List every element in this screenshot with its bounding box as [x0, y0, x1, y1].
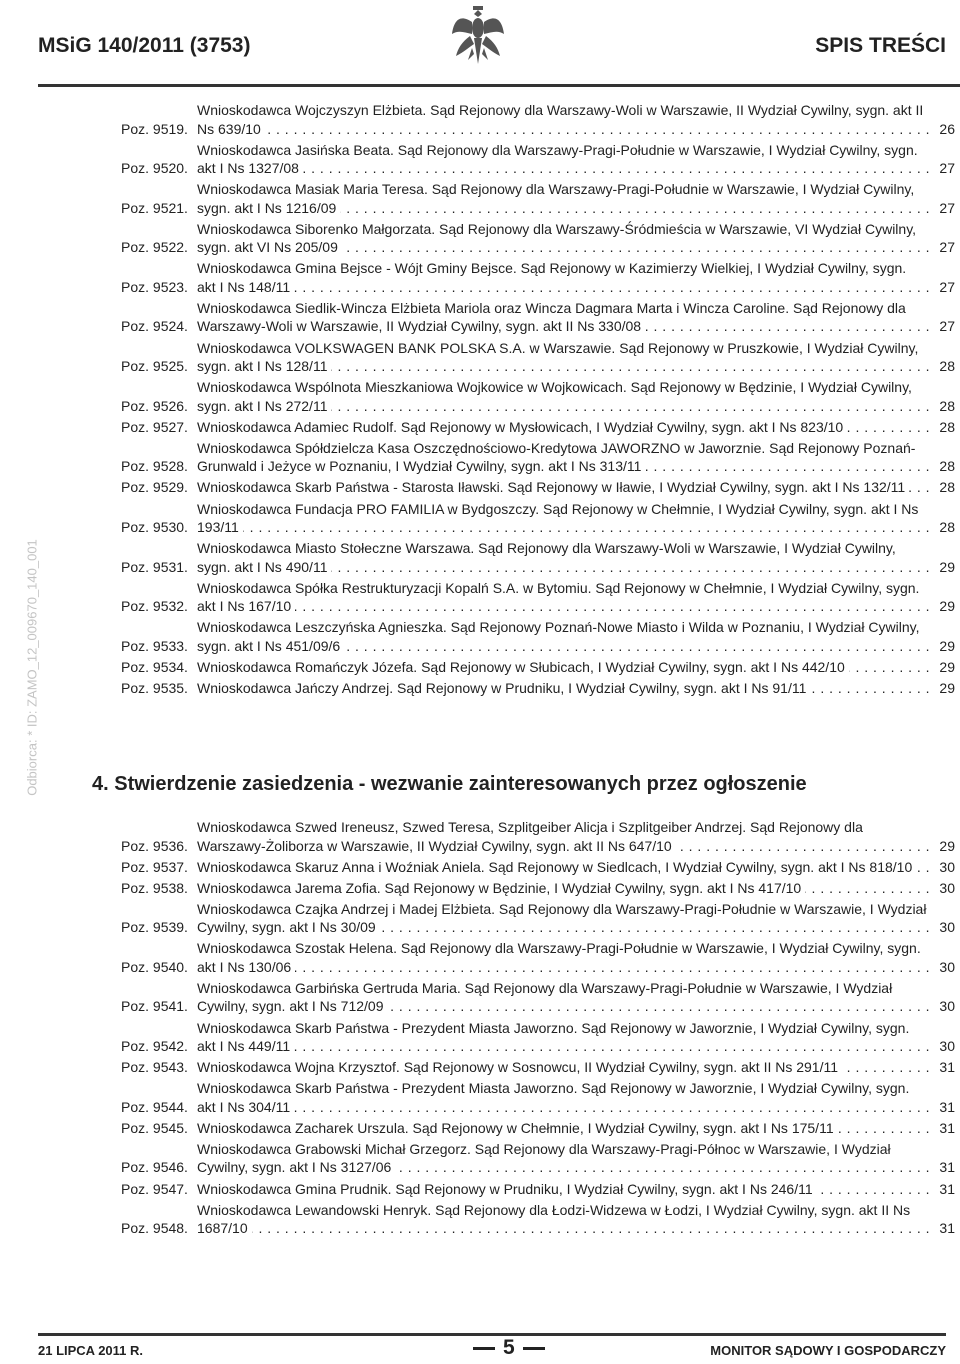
toc-entry	[121, 1140, 955, 1177]
entry-number: Poz. 9539.	[121, 919, 188, 936]
entry-text: Wnioskodawca Gmina Prudnik. Sąd Rejonowy w Prudniku, I Wydział Cywilny, sygn. akt I Ns 246/11	[197, 1181, 817, 1197]
entry-description	[197, 220, 929, 257]
entry-page: 30	[939, 998, 955, 1015]
toc-entry	[121, 220, 955, 257]
footer-date: 21 LIPCA 2011 R.	[38, 1343, 144, 1358]
entry-text: Wnioskodawca Spółdzielcza Kasa Oszczędnościowo-Kredytowa JAWORZNO w Jaworznie. Sąd Rejonowy Poznań-Grunwald i Jeżyce w Poznaniu, I Wydział Cywilny, sygn. akt I Ns 313/11	[197, 439, 916, 475]
entry-number: Poz. 9532.	[121, 598, 188, 615]
toc-entry	[121, 418, 955, 437]
entry-page: 30	[939, 879, 955, 896]
toc-list-section-3	[121, 101, 955, 700]
entry-page: 31	[939, 1059, 955, 1076]
entry-description	[197, 818, 929, 855]
toc-entry	[121, 1019, 955, 1056]
entry-text: Wnioskodawca Czajka Andrzej i Madej Elżbieta. Sąd Rejonowy dla Warszawy-Pragi-Południe w Warszawie, I Wydział Cywilny, sygn. akt I Ns 30/09	[197, 900, 927, 936]
entry-number: Poz. 9537.	[121, 858, 188, 875]
entry-description	[197, 1180, 929, 1199]
toc-entry	[121, 500, 955, 537]
entry-page: 28	[939, 418, 955, 435]
toc-entry	[121, 618, 955, 655]
entry-page: 28	[939, 519, 955, 536]
entry-text: Wnioskodawca Siedlik-Wincza Elżbieta Mariola oraz Wincza Dagmara Marta i Wincza Caroline. Sąd Rejonowy dla Warszawy-Woli w Warszawie, II Wydział Cywilny, sygn. akt II Ns 330/08	[197, 299, 906, 335]
entry-text: Wnioskodawca Zacharek Urszula. Sąd Rejonowy w Chełmnie, I Wydział Cywilny, sygn. akt I Ns 175/11	[197, 1120, 838, 1136]
toc-entry	[121, 378, 955, 415]
entry-page: 27	[939, 199, 955, 216]
entry-number: Poz. 9529.	[121, 479, 188, 496]
toc-entry	[121, 478, 955, 497]
entry-page: 29	[939, 680, 955, 696]
entry-page: 30	[939, 958, 955, 975]
page-header	[0, 0, 960, 88]
entry-description	[197, 418, 929, 437]
entry-description	[197, 500, 929, 537]
entry-text: Wnioskodawca Miasto Stołeczne Warszawa. Sąd Rejonowy dla Warszawy-Woli w Warszawie, I Wydział Cywilny, sygn. akt I Ns 490/11	[197, 540, 896, 575]
entry-description	[197, 900, 929, 937]
entry-number: Poz. 9525.	[121, 358, 188, 375]
entry-text: Wnioskodawca Lewandowski Henryk. Sąd Rejonowy dla Łodzi-Widzewa w Łodzi, I Wydział Cywilny, sygn. akt II Ns 1687/10	[197, 1201, 911, 1237]
entry-description	[197, 101, 929, 138]
toc-entry	[121, 299, 955, 336]
recipient-watermark: Odbiorca: * ID: ZAMO_12_009670_140_001	[24, 539, 40, 796]
entry-number: Poz. 9520.	[121, 160, 188, 177]
entry-text: Wnioskodawca Skarb Państwa - Starosta Iławski. Sąd Rejonowy w Iławie, I Wydział Cywilny, sygn. akt I Ns 132/11	[197, 479, 909, 495]
entry-text: Wnioskodawca Skarb Państwa - Prezydent Miasta Jaworzno. Sąd Rejonowy w Jaworznie, I Wydział Cywilny, sygn. akt I Ns 304/11	[197, 1080, 910, 1115]
entry-page: 27	[939, 160, 955, 177]
toc-entry	[121, 979, 955, 1016]
entry-page: 31	[939, 1119, 955, 1136]
entry-number: Poz. 9523.	[121, 278, 188, 295]
entry-number: Poz. 9522.	[121, 239, 188, 256]
entry-number: Poz. 9528.	[121, 458, 188, 475]
entry-page: 29	[939, 598, 955, 615]
entry-page: 26	[939, 120, 955, 137]
toc-entry	[121, 818, 955, 855]
entry-description	[197, 339, 929, 376]
entry-description	[197, 679, 929, 698]
toc-entry	[121, 679, 955, 698]
entry-number: Poz. 9543.	[121, 1059, 188, 1076]
entry-number: Poz. 9533.	[121, 637, 188, 654]
entry-number: Poz. 9548.	[121, 1220, 188, 1237]
entry-description	[197, 439, 929, 476]
toc-entry	[121, 939, 955, 976]
entry-page: 31	[939, 1159, 955, 1176]
entry-description	[197, 858, 929, 877]
entry-text: Wnioskodawca Gmina Bejsce - Wójt Gminy Bejsce. Sąd Rejonowy w Kazimierzy Wielkiej, I Wydział Cywilny, sygn. akt I Ns 148/11	[197, 260, 907, 295]
entry-text: Wnioskodawca Wojna Krzysztof. Sąd Rejonowy w Sosnowcu, II Wydział Cywilny, sygn. akt II Ns 291/11	[197, 1059, 842, 1075]
entry-description	[197, 1058, 929, 1077]
toc-entry	[121, 141, 955, 178]
entry-page: 28	[939, 358, 955, 375]
entry-text: Wnioskodawca Skaruz Anna i Woźniak Aniela. Sąd Rejonowy w Siedlcach, I Wydział Cywilny, sygn. akt I Ns 818/10	[197, 859, 916, 875]
entry-text: Wnioskodawca Fundacja PRO FAMILIA w Bydgoszczy. Sąd Rejonowy w Chełmnie, I Wydział Cywilny, sygn. akt I Ns 193/11	[197, 500, 919, 536]
entry-page: 28	[939, 458, 955, 475]
entry-number: Poz. 9524.	[121, 318, 188, 335]
entry-number: Poz. 9531.	[121, 558, 188, 575]
entry-page: 29	[939, 658, 955, 675]
entry-description	[197, 979, 929, 1016]
toc-entry	[121, 900, 955, 937]
entry-description	[197, 378, 929, 415]
entry-text: Wnioskodawca Masiak Maria Teresa. Sąd Rejonowy dla Warszawy-Pragi-Południe w Warszawie, I Wydział Cywilny, sygn. akt I Ns 1216/09	[197, 181, 915, 216]
toc-entry	[121, 101, 955, 138]
entry-description	[197, 939, 929, 976]
toc-entry	[121, 1201, 955, 1238]
entry-number: Poz. 9538.	[121, 879, 188, 896]
section-heading: 4. Stwierdzenie zasiedzenia - wezwanie zainteresowanych przez ogłoszenie	[92, 773, 807, 795]
entry-description	[197, 478, 929, 497]
entry-description	[197, 618, 929, 655]
entry-text: Wnioskodawca Wspólnota Mieszkaniowa Wojkowice w Wojkowicach. Sąd Rejonowy w Będzinie, I Wydział Cywilny, sygn. akt I Ns 272/11	[197, 379, 912, 414]
section-label: SPIS TREŚCI	[815, 34, 946, 57]
toc-entry	[121, 858, 955, 877]
entry-number: Poz. 9527.	[121, 418, 188, 435]
entry-text: Wnioskodawca Jańczy Andrzej. Sąd Rejonowy w Prudniku, I Wydział Cywilny, sygn. akt I Ns 91/11	[197, 680, 810, 696]
entry-page: 31	[939, 1220, 955, 1237]
entry-number: Poz. 9530.	[121, 519, 188, 536]
entry-page: 29	[939, 558, 955, 575]
entry-description	[197, 539, 929, 576]
entry-text: Wnioskodawca Garbińska Gertruda Maria. Sąd Rejonowy dla Warszawy-Pragi-Południe w Warszawie, I Wydział Cywilny, sygn. akt I Ns 712/09	[197, 979, 893, 1015]
entry-page: 29	[939, 637, 955, 654]
entry-text: Wnioskodawca Adamiec Rudolf. Sąd Rejonowy w Mysłowicach, I Wydział Cywilny, sygn. akt I Ns 823/10	[197, 419, 847, 435]
entry-page: 27	[939, 318, 955, 335]
entry-number: Poz. 9544.	[121, 1098, 188, 1115]
entry-number: Poz. 9519.	[121, 120, 188, 137]
entry-page: 28	[939, 479, 955, 496]
entry-page: 30	[939, 858, 955, 875]
entry-description	[197, 1119, 929, 1138]
entry-text: Wnioskodawca Romańczyk Józefa. Sąd Rejonowy w Słubicach, I Wydział Cywilny, sygn. akt I Ns 442/10	[197, 659, 849, 675]
entry-text: Wnioskodawca VOLKSWAGEN BANK POLSKA S.A. w Warszawie. Sąd Rejonowy w Pruszkowie, I Wydział Cywilny, sygn. akt I Ns 128/11	[197, 339, 919, 375]
entry-description	[197, 1079, 929, 1116]
entry-description	[197, 259, 929, 296]
toc-entry	[121, 1058, 955, 1077]
entry-number: Poz. 9536.	[121, 837, 188, 854]
entry-page: 29	[939, 837, 955, 854]
page-number: 5	[465, 1336, 553, 1360]
entry-number: Poz. 9534.	[121, 658, 188, 675]
entry-text: Wnioskodawca Siborenko Małgorzata. Sąd Rejonowy dla Warszawy-Śródmieścia w Warszawie, VI Wydział Cywilny, sygn. akt VI Ns 205/09	[197, 220, 917, 256]
entry-description	[197, 1019, 929, 1056]
entry-text: Wnioskodawca Spółka Restrukturyzacji Kopalń S.A. w Bytomiu. Sąd Rejonowy w Chełmnie, I Wydział Cywilny, sygn. akt I Ns 167/10	[197, 579, 920, 615]
entry-text: Wnioskodawca Leszczyńska Agnieszka. Sąd Rejonowy Poznań-Nowe Miasto i Wilda w Poznaniu, I Wydział Cywilny, sygn. akt I Ns 451/09/6	[197, 619, 920, 654]
entry-text: Wnioskodawca Grabowski Michał Grzegorz. Sąd Rejonowy dla Warszawy-Pragi-Północ w Warszawie, I Wydział Cywilny, sygn. akt I Ns 3127/06	[197, 1140, 891, 1176]
entry-number: Poz. 9535.	[121, 680, 188, 696]
toc-entry	[121, 579, 955, 616]
entry-description	[197, 879, 929, 898]
entry-text: Wnioskodawca Szwed Ireneusz, Szwed Teresa, Szplitgeiber Alicja i Szplitgeiber Andrzej. Sąd Rejonowy dla Warszawy-Żoliborza w Warszawie, II Wydział Cywilny, sygn. akt II Ns 647/10	[197, 819, 863, 854]
entry-number: Poz. 9546.	[121, 1159, 188, 1176]
entry-page: 27	[939, 278, 955, 295]
toc-entry	[121, 1119, 955, 1138]
entry-description	[197, 141, 929, 178]
entry-number: Poz. 9547.	[121, 1180, 188, 1197]
toc-entry	[121, 339, 955, 376]
entry-number: Poz. 9521.	[121, 199, 188, 216]
toc-entry	[121, 439, 955, 476]
entry-description	[197, 1201, 929, 1238]
header-divider	[38, 84, 960, 87]
entry-page: 27	[939, 239, 955, 256]
entry-description	[197, 658, 929, 677]
toc-entry	[121, 1079, 955, 1116]
entry-text: Wnioskodawca Jarema Zofia. Sąd Rejonowy w Będzinie, I Wydział Cywilny, sygn. akt I Ns 417/10	[197, 880, 805, 896]
entry-description	[197, 299, 929, 336]
entry-page: 30	[939, 919, 955, 936]
eagle-emblem-icon	[450, 4, 506, 68]
entry-text: Wnioskodawca Wojczyszyn Elżbieta. Sąd Rejonowy dla Warszawy-Woli w Warszawie, II Wydział Cywilny, sygn. akt II Ns 639/10	[197, 102, 924, 137]
entry-text: Wnioskodawca Szostak Helena. Sąd Rejonowy dla Warszawy-Pragi-Południe w Warszawie, I Wydział Cywilny, sygn. akt I Ns 130/06	[197, 940, 921, 975]
toc-entry	[121, 180, 955, 217]
toc-entry	[121, 879, 955, 898]
toc-entry	[121, 539, 955, 576]
entry-number: Poz. 9540.	[121, 958, 188, 975]
entry-page: 30	[939, 1038, 955, 1055]
entry-text: Wnioskodawca Jasińska Beata. Sąd Rejonowy dla Warszawy-Pragi-Południe w Warszawie, I Wydział Cywilny, sygn. akt I Ns 1327/08	[197, 141, 918, 177]
toc-entry	[121, 658, 955, 677]
entry-number: Poz. 9541.	[121, 998, 188, 1015]
journal-issue-title: MSiG 140/2011 (3753)	[38, 34, 251, 57]
entry-page: 28	[939, 397, 955, 414]
entry-text: Wnioskodawca Skarb Państwa - Prezydent Miasta Jaworzno. Sąd Rejonowy w Jaworznie, I Wydział Cywilny, sygn. akt I Ns 449/11	[197, 1019, 910, 1055]
entry-number: Poz. 9542.	[121, 1038, 188, 1055]
entry-description	[197, 1140, 929, 1177]
toc-entry	[121, 1180, 955, 1199]
entry-number: Poz. 9545.	[121, 1119, 188, 1136]
entry-page: 31	[939, 1180, 955, 1197]
toc-list-section-4	[121, 818, 955, 1240]
entry-number: Poz. 9526.	[121, 397, 188, 414]
entry-description	[197, 180, 929, 217]
publication-name: MONITOR SĄDOWY I GOSPODARCZY	[710, 1343, 946, 1358]
toc-entry	[121, 259, 955, 296]
entry-description	[197, 579, 929, 616]
entry-page: 31	[939, 1098, 955, 1115]
